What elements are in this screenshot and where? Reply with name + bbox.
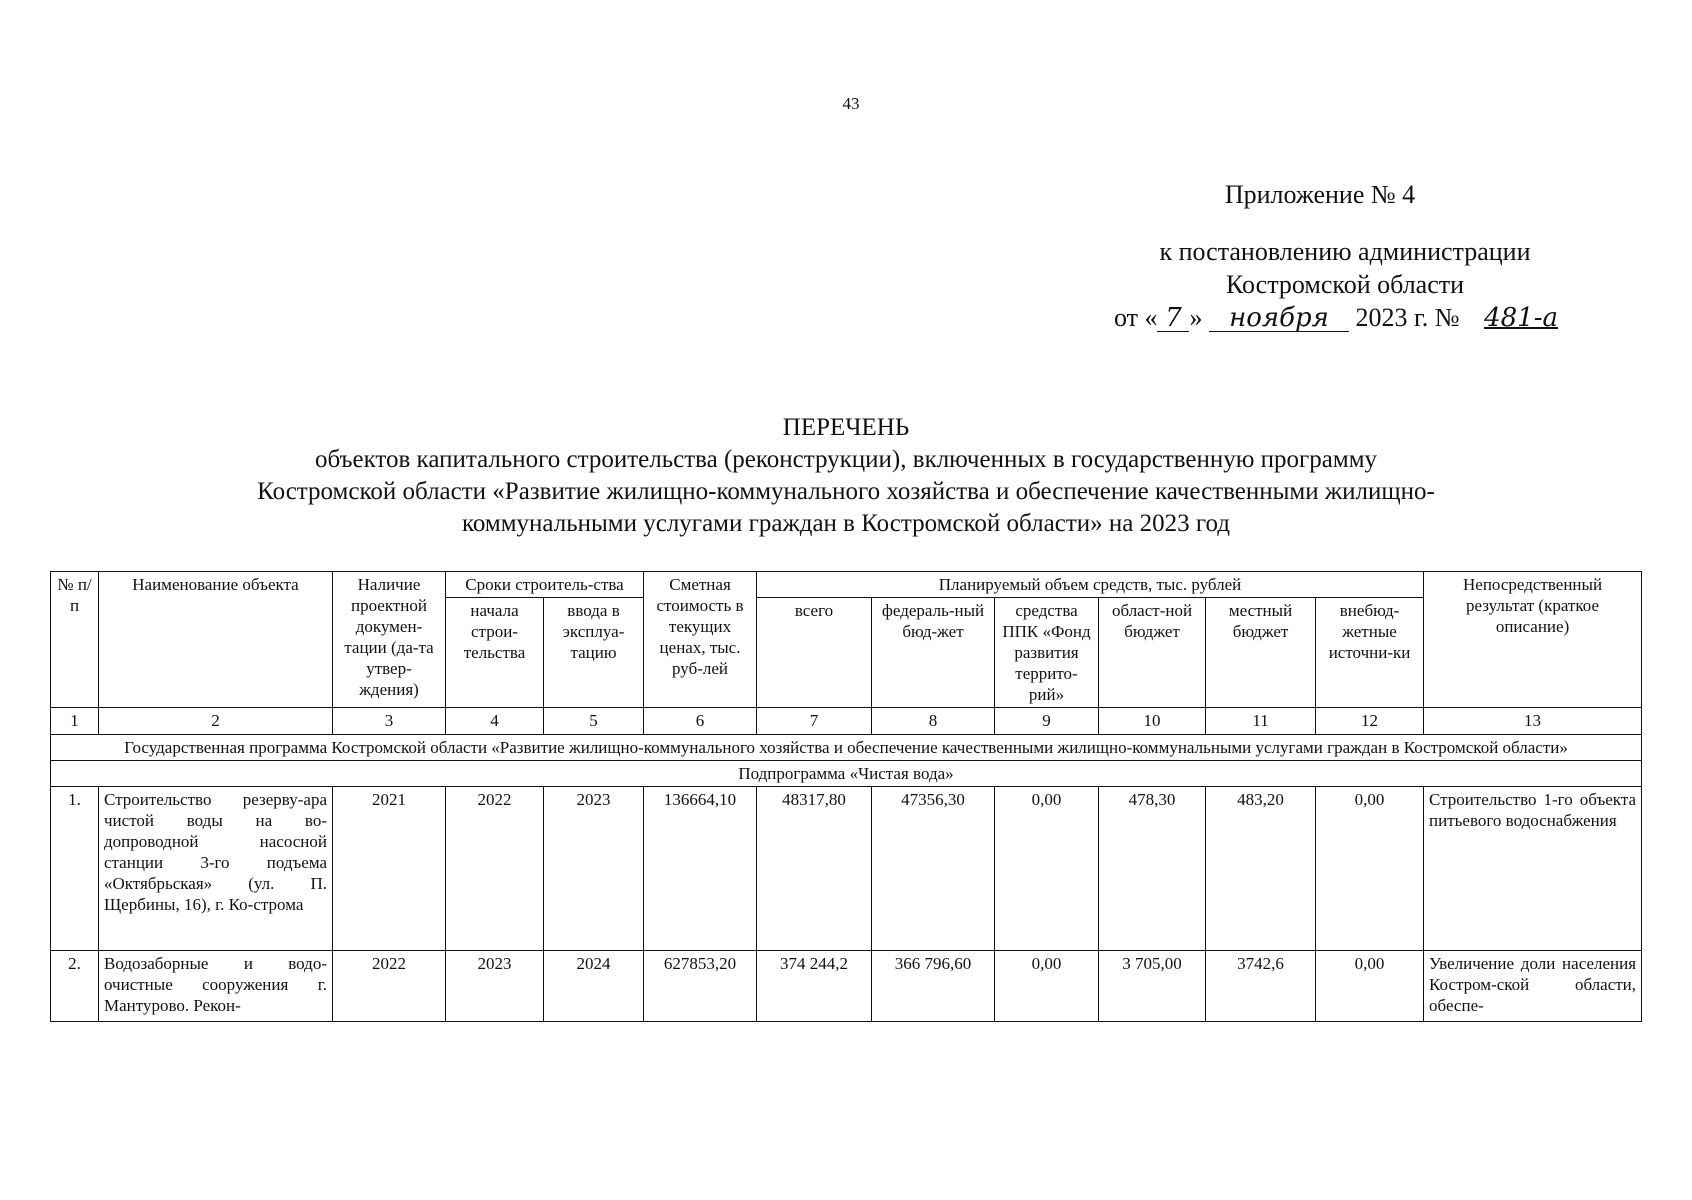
- column-number: 8: [872, 708, 995, 735]
- date-prefix: от «: [1113, 303, 1158, 332]
- row-total: 48317,80: [757, 787, 872, 951]
- page-number: 43: [842, 94, 860, 113]
- row-result: Строительство 1-го объекта питьевого водоснабжения: [1424, 787, 1642, 951]
- heading-title: ПЕРЕЧЕНЬ: [782, 414, 910, 441]
- heading-line-1: объектов капитального строительства (реконструкции), включенных в государственную программу: [314, 446, 1378, 473]
- header-planned-group: Планируемый объем средств, тыс. рублей: [757, 572, 1424, 598]
- column-number: 5: [544, 708, 644, 735]
- row-name: Строительство резерву-ара чистой воды на во-допроводной насосной станции 3-го подъема «Октябрьская» (ул. П. Щербины, 16), г. Ко-строма: [99, 787, 333, 951]
- header-federal: федераль-ный бюд-жет: [872, 598, 995, 708]
- row-ppk: 0,00: [995, 787, 1099, 951]
- program-row: [51, 735, 1642, 761]
- handwritten-day: 7: [1157, 305, 1189, 332]
- row-name: Водозаборные и водо-очистные сооружения г. Мантурово. Рекон-: [99, 951, 333, 1022]
- table-row: [51, 951, 1642, 1022]
- heading-line-3: коммунальными услугами граждан в Костромской области» на 2023 год: [462, 510, 1230, 537]
- row-project-docs: 2022: [333, 951, 446, 1022]
- row-start: 2023: [446, 951, 544, 1022]
- column-number: 6: [644, 708, 757, 735]
- column-number: 11: [1206, 708, 1316, 735]
- attachment-line-1: к постановлению администрации: [1159, 237, 1531, 266]
- header-terms-group: Сроки строитель-ства: [446, 572, 644, 598]
- heading-line-2: Костромской области «Развитие жилищно-коммунального хозяйства и обеспечение качественными жилищно-: [257, 478, 1435, 505]
- column-number: 2: [99, 708, 333, 735]
- attachment-line-2: Костромской области: [1225, 270, 1465, 299]
- header-result: Непосредственный результат (краткое описание): [1424, 572, 1642, 708]
- year-text: 2023 г. №: [1355, 303, 1460, 332]
- row-total: 374 244,2: [757, 951, 872, 1022]
- column-number-row: [51, 708, 1642, 735]
- row-local: 483,20: [1206, 787, 1316, 951]
- row-ppk: 0,00: [995, 951, 1099, 1022]
- program-title: Государственная программа Костромской области «Развитие жилищно-коммунального хозяйства и обеспечение качественными жилищно-коммунальными услугами граждан в Костромской области»: [51, 735, 1642, 761]
- column-number: 13: [1424, 708, 1642, 735]
- row-start: 2022: [446, 787, 544, 951]
- table-row: [51, 787, 1642, 951]
- row-estimated-cost: 136664,10: [644, 787, 757, 951]
- header-regional: област-ной бюджет: [1099, 598, 1206, 708]
- column-number: 1: [51, 708, 99, 735]
- subprogram-title: Подпрограмма «Чистая вода»: [51, 761, 1642, 787]
- header-commissioning: ввода в эксплуа-тацию: [544, 598, 644, 708]
- column-number: 9: [995, 708, 1099, 735]
- row-estimated-cost: 627853,20: [644, 951, 757, 1022]
- row-local: 3742,6: [1206, 951, 1316, 1022]
- header-project-docs: Наличие проектной докумен-тации (да-та утвер-ждения): [333, 572, 446, 708]
- row-extrabudget: 0,00: [1316, 787, 1424, 951]
- handwritten-number: 481-а: [1484, 303, 1558, 333]
- header-estimated-cost: Сметная стоимость в текущих ценах, тыс. руб-лей: [644, 572, 757, 708]
- handwritten-month: ноября: [1209, 305, 1349, 332]
- column-number: 12: [1316, 708, 1424, 735]
- row-regional: 3 705,00: [1099, 951, 1206, 1022]
- row-extrabudget: 0,00: [1316, 951, 1424, 1022]
- table-header-row-1: [51, 572, 1642, 598]
- subprogram-row: [51, 761, 1642, 787]
- header-num: № п/п: [51, 572, 99, 708]
- column-number: 3: [333, 708, 446, 735]
- header-ppk: средства ППК «Фонд развития террито-рий»: [995, 598, 1099, 708]
- attachment-date-line: [1110, 301, 1580, 334]
- row-result: Увеличение доли населения Костром-ской области, обеспе-: [1424, 951, 1642, 1022]
- header-local: местный бюджет: [1206, 598, 1316, 708]
- row-federal: 47356,30: [872, 787, 995, 951]
- column-number: 10: [1099, 708, 1206, 735]
- header-start: начала строи-тельства: [446, 598, 544, 708]
- document-heading: [150, 412, 1542, 540]
- header-name: Наименование объекта: [99, 572, 333, 708]
- row-federal: 366 796,60: [872, 951, 995, 1022]
- column-number: 4: [446, 708, 544, 735]
- objects-table: [50, 571, 1642, 1022]
- date-mid: »: [1189, 303, 1203, 332]
- row-num: 1.: [51, 787, 99, 951]
- row-regional: 478,30: [1099, 787, 1206, 951]
- header-extrabudget: внебюд-жетные источни-ки: [1316, 598, 1424, 708]
- row-commissioning: 2024: [544, 951, 644, 1022]
- row-commissioning: 2023: [544, 787, 644, 951]
- column-number: 7: [757, 708, 872, 735]
- row-num: 2.: [51, 951, 99, 1022]
- row-project-docs: 2021: [333, 787, 446, 951]
- header-total: всего: [757, 598, 872, 708]
- attachment-title: Приложение № 4: [1224, 180, 1416, 209]
- attachment-block: [1110, 178, 1580, 334]
